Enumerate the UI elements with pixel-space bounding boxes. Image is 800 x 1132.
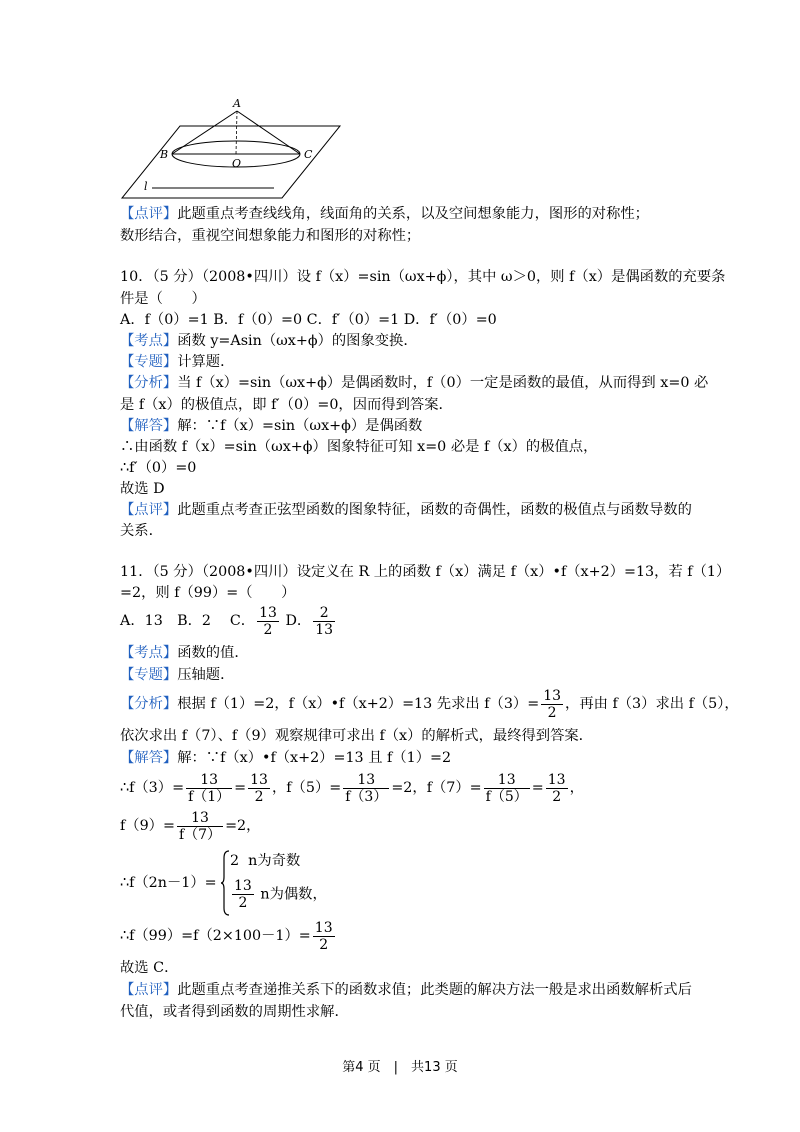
q11-stem: 11．（5 分）（2008•四川）设定义在 R 上的函数 f（x）满足 f（x）•f（x+2）=13，若 f（1）: [120, 564, 731, 580]
q10-dianping-text: 关系．: [120, 523, 163, 539]
q10-answer: [120, 479, 165, 499]
tag-dianping: 【点评】: [120, 982, 178, 998]
fraction: $\frac{13}{2}$: [250, 771, 268, 805]
cone-axis: [236, 111, 237, 154]
q10-zhuanti-text: 计算题．: [177, 354, 235, 370]
q11-stem: =2，则 f（99）=（ ）: [120, 585, 296, 601]
fraction: $\frac{13}{f(5)}$: [485, 771, 528, 805]
fraction: $\frac{2}{13}$: [315, 604, 334, 638]
q10-fenxi-line2: [120, 395, 453, 415]
q11-fenxi-text: 依次求出 f（7）、f（9）观察规律可求出 f（x）的解析式，最终得到答案．: [120, 728, 593, 744]
q10-options: [120, 310, 497, 330]
q11-answer-text: 故选 C．: [120, 960, 179, 976]
q11-jieda-text: 解：∵f（x）•f（x+2）=13 且 f（1）=2: [177, 750, 452, 766]
q10-dianping-line1: [120, 500, 692, 520]
fraction: $\frac{13}{2}$: [543, 687, 562, 721]
cone-edge-left: [172, 111, 237, 154]
q9-comment-line1: [120, 204, 649, 224]
tag-fenxi: 【分析】: [120, 375, 178, 391]
plane-parallelogram: [122, 126, 340, 198]
calc-text: =2，: [225, 818, 261, 834]
fraction: $\frac{13}{f(7)}$: [178, 809, 222, 843]
q11-fenxi-line2: [120, 726, 593, 746]
fraction: $\frac{13}{2}$: [547, 771, 566, 805]
q10-jieda-text: 解：∵f（x）=sin（ωx+ϕ）是偶函数: [177, 418, 423, 434]
cone-edge-right: [237, 111, 300, 154]
q10-fenxi-text: 当 f（x）=sin（ωx+ϕ）是偶函数时，f（0）一定是函数的最值，从而得到 x=0 必: [177, 375, 709, 391]
q9-comment-text: 数形结合，重视空间想象能力和图形的对称性；: [120, 228, 421, 244]
cone-plane-figure: [118, 96, 348, 202]
q11-calc-f3-f5-f7: [120, 770, 584, 806]
q10-stem: 件是（ ）: [120, 291, 206, 307]
tag-dianping: 【点评】: [120, 206, 178, 222]
q11-zhuanti: [120, 665, 234, 685]
tag-kaodian: 【考点】: [120, 333, 178, 349]
page-footer: 第4 页 | 共13 页: [342, 1060, 458, 1075]
fraction: $\frac{13}{2}$: [314, 919, 333, 953]
q10-zhuanti: [120, 352, 234, 372]
q10-stem-line2: [120, 289, 206, 309]
q11-dianping-text: 此题重点考查递推关系下的函数求值；此类题的解决方法一般是求出函数解析式后: [177, 982, 692, 998]
q10-stem-line1: [120, 267, 725, 287]
tag-fenxi: 【分析】: [120, 696, 178, 712]
tag-jieda: 【解答】: [120, 418, 178, 434]
calc-text: ∴f（2n－1）=: [120, 875, 217, 891]
label-c: C: [304, 148, 313, 161]
q11-stem-line1: [120, 562, 730, 582]
q11-answer: [120, 958, 178, 978]
case-odd: 2 n为奇数: [230, 853, 301, 869]
q10-dianping-line2: [120, 521, 163, 541]
calc-text: f（9）=: [120, 818, 175, 834]
q10-jieda-text: ∴由函数 f（x）=sin（ωx+ϕ）图象特征可知 x=0 必是 f（x）的极值点，: [120, 439, 598, 455]
tag-kaodian: 【考点】: [120, 645, 178, 661]
calc-text: =: [234, 780, 247, 796]
fraction: $\frac{13}{f(1)}$: [188, 771, 231, 805]
label-l: l: [144, 180, 148, 193]
q10-jieda-line2: [120, 437, 597, 457]
label-b: B: [160, 148, 169, 161]
tag-dianping: 【点评】: [120, 502, 178, 518]
tag-zhuanti: 【专题】: [120, 354, 178, 370]
q11-dianping-line2: [120, 1002, 349, 1022]
q10-kaodian-text: 函数 y=Asin（ωx+ϕ）的图象变换．: [177, 333, 418, 349]
q11-dianping-line1: [120, 980, 692, 1000]
q11-kaodian-text: 函数的值．: [177, 645, 249, 661]
q11-calc-f99: [120, 918, 337, 954]
q10-options-text: A．f（0）=1 B．f（0）=0 C．f′（0）=1 D．f′（0）=0: [120, 312, 497, 328]
q11-options-text: D．: [280, 613, 312, 629]
q10-jieda-line3: [120, 458, 196, 478]
case-even: [230, 878, 327, 911]
q11-options-text: A．13 B．2 C．: [120, 613, 256, 629]
calc-text: =2，: [391, 780, 427, 796]
q9-comment-text: 此题重点考查线线角，线面角的关系，以及空间想象能力，图形的对称性；: [177, 206, 649, 222]
q10-fenxi-line1: [120, 373, 708, 393]
q11-fenxi-text: 根据 f（1）=2，f（x）•f（x+2）=13 先求出 f（3）=: [177, 696, 540, 712]
fraction: $\frac{13}{f(3)}$: [345, 771, 388, 805]
q11-options: [120, 603, 337, 639]
left-brace: [220, 850, 230, 916]
tag-jieda: 【解答】: [120, 750, 178, 766]
q10-fenxi-text: 是 f（x）的极值点，即 f′（0）=0，因而得到答案．: [120, 397, 453, 413]
q10-stem: 10．（5 分）（2008•四川）设 f（x）=sin（ωx+ϕ），其中 ω＞0，则 f（x）是偶函数的充要条: [120, 269, 726, 285]
calc-text: ，f（5）=: [271, 780, 342, 796]
label-o: O: [232, 157, 242, 170]
q11-jieda-line1: [120, 748, 451, 768]
q11-fenxi-line1: [120, 686, 739, 722]
calc-text: ，: [569, 780, 584, 796]
q11-kaodian: [120, 643, 249, 663]
calc-text: ∴f（3）=: [120, 780, 185, 796]
q11-stem-line2: [120, 583, 295, 603]
q10-answer-text: 故选 D: [120, 481, 165, 497]
case-even-text: n为偶数: [255, 886, 313, 903]
fraction: $\frac{13}{2}$: [234, 878, 252, 911]
q10-kaodian: [120, 331, 418, 351]
q11-calc-f9: [120, 808, 260, 844]
calc-text: f（7）=: [426, 780, 482, 796]
calc-text: ∴f（99）=f（2×100－1）=: [120, 928, 311, 944]
q10-dianping-text: 此题重点考查正弦型函数的图象特征，函数的奇偶性，函数的极值点与函数导数的: [177, 502, 692, 518]
calc-text: =: [531, 780, 544, 796]
q11-zhuanti-text: 压轴题．: [177, 667, 235, 683]
q9-comment-line2: [120, 226, 420, 246]
q10-jieda-line1: [120, 416, 422, 436]
fraction: $\frac{13}{2}$: [259, 604, 277, 638]
q10-jieda-text: ∴f′（0）=0: [120, 460, 197, 476]
q11-fenxi-text: ，再由 f（3）求出 f（5），: [565, 696, 739, 712]
label-a: A: [233, 97, 241, 110]
calc-text: ，: [312, 886, 327, 903]
tag-zhuanti: 【专题】: [120, 667, 178, 683]
q11-dianping-text: 代值，或者得到函数的周期性求解．: [120, 1004, 349, 1020]
